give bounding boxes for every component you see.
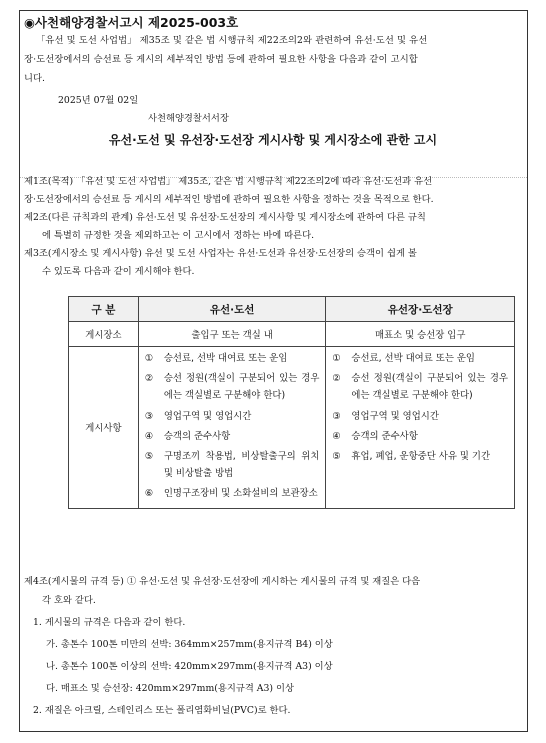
item-text: 인명구조장비 및 소화설비의 보관장소: [163, 488, 318, 500]
item-text: 승객의 준수사항: [163, 430, 231, 442]
notice-date: 2025년 07월 02일: [58, 95, 139, 106]
article-2-line-1: 제2조(다른 규칙과의 관계) 유선·도선 및 유선장·도선장의 게시사항 및 게시장소에 관하여 다른 규칙: [24, 212, 426, 223]
article-4-item-2: 2. 재질은 아크릴, 스테인리스 또는 폴리염화비닐(PVC)로 한다.: [33, 705, 291, 716]
table-header: 유선장·도선장: [326, 297, 515, 322]
list-item: [145, 485, 320, 502]
item-text: 구명조끼 착용법, 비상탈출구의 위치 및 비상탈출 방법: [163, 451, 320, 480]
article-4-line-1: 제4조(게시물의 규격 등) ① 유선·도선 및 유선장·도선장에 게시하는 게시물의 규격 및 재질은 다음: [24, 576, 421, 587]
article-1-line-1: 제1조(목적) 「유선 및 도선 사업법」 제35조, 같은 법 시행규칙 제22조의2에 따라 유선·도선과 유선: [24, 176, 433, 187]
list-item: [145, 428, 320, 445]
table-row-items: [69, 347, 515, 509]
item-number: ①: [144, 353, 154, 364]
item-number: ①: [332, 353, 341, 364]
article-1-line-2: 장·도선장에서의 승선료 등 게시의 세부적인 방법에 관하여 필요한 사항을 정하는 것을 목적으로 한다.: [24, 194, 434, 205]
article-2-line-2: 에 특별히 규정한 것을 제외하고는 이 고시에서 정하는 바에 따른다.: [42, 230, 315, 241]
row-label-items: 게시사항: [69, 347, 139, 509]
table-header: 유선·도선: [138, 297, 326, 322]
posting-table: [68, 296, 515, 509]
place-wharf: 매표소 및 승선장 입구: [326, 322, 515, 347]
table-row-place: [69, 322, 515, 347]
item-text: 승선 정원(객실이 구분되어 있는 경우에는 객실별로 구분해야 한다): [163, 373, 320, 402]
item-text: 영업구역 및 영업시간: [163, 410, 252, 422]
article-3-line-1: 제3조(게시장소 및 게시사항) 유선 및 도선 사업자는 유선·도선과 유선장·도선장의 승객이 쉽게 볼: [24, 248, 417, 259]
list-item: [145, 408, 320, 425]
list-item: [332, 408, 508, 425]
item-text: 승선료, 선박 대여료 또는 운임: [163, 353, 288, 364]
intro-line-3: 니다.: [24, 73, 45, 84]
notice-number-text: 사천해양경찰서고시 제2025-003호: [34, 15, 239, 30]
item-number: ③: [144, 410, 154, 422]
intro-line-1: 「유선 및 도선 사업법」 제35조 및 같은 법 시행규칙 제22조의2와 관련하여 유선·도선 및 유선: [36, 35, 428, 46]
table-header-row: [69, 297, 515, 322]
place-vessel: 출입구 또는 객실 내: [138, 322, 326, 347]
list-item: [145, 370, 320, 404]
list-item: [145, 448, 320, 482]
item-number: ②: [332, 373, 341, 385]
list-item: [332, 428, 508, 445]
row-label-place: 게시장소: [69, 322, 139, 347]
bullet-icon: ◉: [24, 15, 35, 30]
list-item: [332, 370, 508, 404]
item-number: ⑤: [332, 451, 341, 463]
item-number: ③: [332, 410, 341, 422]
items-wharf: [326, 347, 515, 509]
article-4-line-2: 각 호와 같다.: [42, 595, 96, 606]
article-4-item-1: 1. 게시물의 규격은 다음과 같이 한다.: [33, 617, 186, 628]
item-number: ②: [144, 373, 154, 385]
item-text: 승선료, 선박 대여료 또는 운임: [351, 353, 475, 364]
table-header: 구 분: [69, 297, 139, 322]
item-text: 승객의 준수사항: [351, 430, 418, 442]
item-number: ⑤: [144, 451, 154, 463]
article-4-item-1-c: 다. 매표소 및 승선장: 420mm×297mm(용지규격 A3) 이상: [46, 683, 294, 694]
article-4-item-1-b: 나. 총톤수 100톤 이상의 선박: 420mm×297mm(용지규격 A3) 이상: [46, 661, 333, 672]
intro-line-2: 장·도선장에서의 승선료 등 게시의 세부적인 방법 등에 관하여 필요한 사항을 다음과 같이 고시합: [24, 54, 418, 65]
item-text: 영업구역 및 영업시간: [351, 410, 439, 422]
issuer: 사천해양경찰서서장: [148, 113, 229, 124]
item-number: ④: [332, 430, 341, 442]
notice-title: 유선·도선 및 유선장·도선장 게시사항 및 게시장소에 관한 고시: [108, 133, 438, 147]
article-3-line-2: 수 있도록 다음과 같이 게시해야 한다.: [42, 266, 195, 277]
notice-number: [24, 13, 238, 31]
item-text: 휴업, 폐업, 운항중단 사유 및 기간: [351, 451, 490, 463]
item-number: ⑥: [144, 488, 154, 500]
list-item: [145, 350, 320, 367]
items-vessel: [138, 347, 326, 509]
list-item: [332, 350, 508, 367]
article-4-item-1-a: 가. 총톤수 100톤 미만의 선박: 364mm×257mm(용지규격 B4) 이상: [46, 639, 333, 650]
list-item: [332, 448, 508, 465]
item-number: ④: [144, 430, 154, 442]
item-text: 승선 정원(객실이 구분되어 있는 경우에는 객실별로 구분해야 한다): [351, 373, 508, 402]
